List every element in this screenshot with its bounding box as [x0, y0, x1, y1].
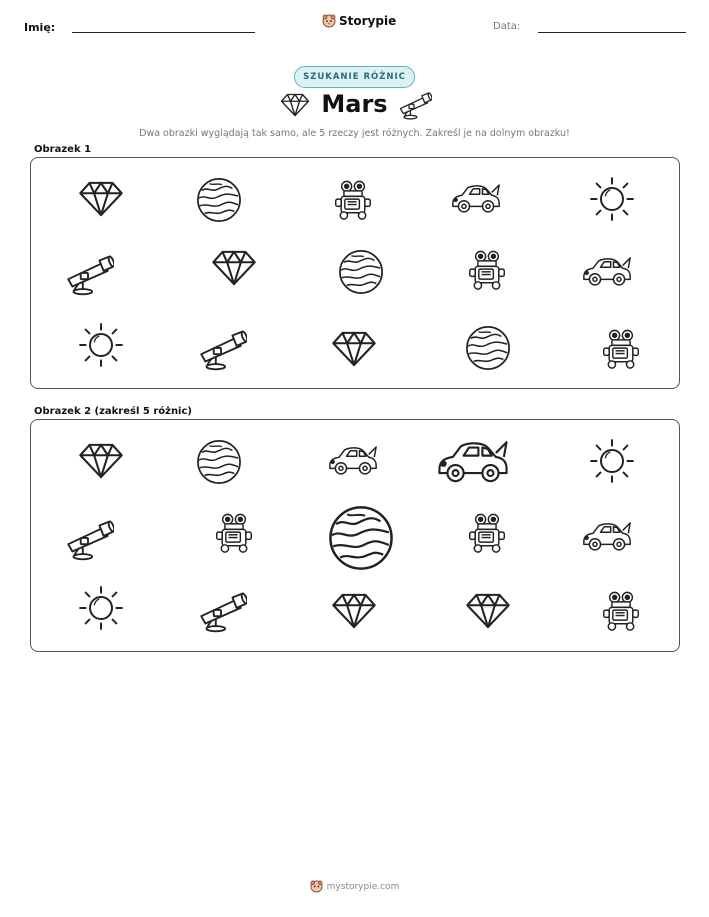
planet-icon	[196, 177, 242, 223]
name-field[interactable]	[72, 32, 255, 33]
sun-icon[interactable]	[590, 439, 634, 483]
planet-icon[interactable]	[196, 439, 242, 485]
activity-badge: SZUKANIE RÓŻNIC	[294, 66, 415, 88]
telescope-icon[interactable]	[62, 517, 114, 561]
storypie-mascot-icon	[322, 14, 336, 28]
picture2-label: Obrazek 2 (zakreśl 5 różnic)	[34, 406, 192, 417]
diamond-icon	[331, 330, 377, 368]
sun-icon[interactable]	[79, 586, 123, 630]
car-icon[interactable]	[437, 439, 510, 483]
robot-icon[interactable]	[601, 590, 641, 632]
robot-icon[interactable]	[467, 512, 507, 554]
picture1-label: Obrazek 1	[34, 144, 92, 155]
telescope-icon	[396, 90, 432, 124]
footer	[0, 880, 709, 893]
date-label: Data:	[493, 21, 521, 32]
robot-icon	[333, 179, 373, 221]
telescope-icon[interactable]	[195, 589, 247, 633]
car-icon	[451, 183, 501, 213]
sun-icon	[79, 323, 123, 367]
car-icon[interactable]	[582, 521, 632, 551]
sun-icon	[590, 177, 634, 221]
picture1-panel	[30, 157, 680, 389]
storypie-mascot-icon	[310, 880, 323, 893]
footer-url: mystorypie.com	[326, 881, 400, 892]
picture2-panel[interactable]	[30, 419, 680, 652]
telescope-icon	[62, 252, 114, 296]
robot-icon[interactable]	[214, 512, 254, 554]
instructions: Dwa obrazki wyglądają tak samo, ale 5 rzeczy jest różnych. Zakreśl je na dolnym obrazku!	[139, 128, 570, 139]
robot-icon	[467, 249, 507, 291]
car-icon[interactable]	[328, 445, 378, 475]
car-icon	[582, 256, 632, 286]
name-label: Imię:	[24, 21, 56, 34]
planet-icon	[338, 249, 384, 295]
planet-icon[interactable]	[328, 505, 395, 572]
brand-name: Storypie	[339, 14, 397, 28]
diamond-icon	[78, 180, 124, 218]
date-field[interactable]	[538, 32, 686, 33]
diamond-icon	[280, 93, 310, 121]
page-title: Mars	[321, 90, 388, 118]
diamond-icon[interactable]	[78, 442, 124, 480]
diamond-icon[interactable]	[331, 592, 377, 630]
diamond-icon	[211, 249, 257, 287]
telescope-icon	[195, 327, 247, 371]
planet-icon	[465, 325, 511, 371]
brand-logo	[322, 14, 396, 28]
diamond-icon[interactable]	[465, 592, 511, 630]
robot-icon	[601, 328, 641, 370]
